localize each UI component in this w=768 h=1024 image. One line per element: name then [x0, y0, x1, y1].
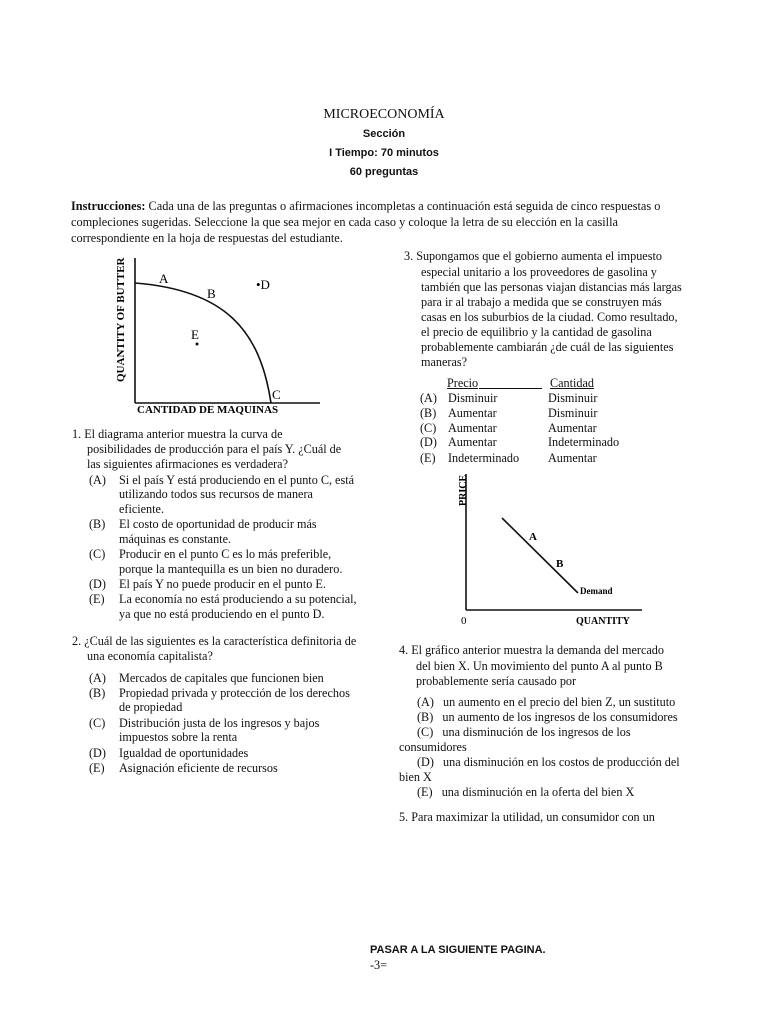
q2-option-d-letter: (D) [89, 746, 106, 760]
demand-x-label: QUANTITY [576, 616, 630, 627]
q4-option-c: (C) una disminución de los ingresos de los [417, 725, 631, 739]
q3-row-c-letter: (C) [420, 421, 437, 435]
ppf-graph [105, 250, 335, 422]
q3-row-d-qty: Indeterminado [548, 435, 620, 449]
q4-line: probablemente sería causado por [416, 674, 577, 688]
q3-line: para ir al trabajo a medida que se construyen más [421, 295, 662, 309]
q4-option-d: (D) una disminución en los costos de producción del [417, 755, 680, 769]
q3-row-e-qty: Aumentar [548, 451, 597, 465]
ppf-point-e: E [191, 327, 199, 342]
q1-option-b: máquinas es constante. [119, 532, 232, 546]
q1-option-a-letter: (A) [89, 473, 106, 487]
q3-line: también que las personas viajan distancias más largas [421, 280, 682, 294]
q3-row-e-price: Indeterminado [448, 451, 520, 465]
q2-option-c-letter: (C) [89, 716, 106, 730]
ppf-point-e-dot [196, 343, 199, 346]
question-5: 5. Para maximizar la utilidad, un consumidor con un [399, 810, 655, 824]
q2-option-b: Propiedad privada y protección de los derechos [119, 686, 350, 700]
q3-row-e-letter: (E) [420, 451, 436, 465]
q3-row-d-price: Aumentar [448, 435, 497, 449]
q1-option-a: Si el país Y está produciendo en el punto C, está [119, 473, 355, 487]
q1-option-d: El país Y no puede producir en el punto E. [119, 577, 326, 591]
instructions-label: Instrucciones: [71, 199, 146, 213]
q3-row-a-qty: Disminuir [548, 391, 598, 405]
q1-option-b-letter: (B) [89, 517, 106, 531]
q3-line: probablemente cambiarán ¿de cuál de las siguientes [421, 340, 674, 354]
demand-curve [502, 518, 578, 593]
q4-option-d-cont: bien X [399, 770, 432, 784]
ppf-x-label: CANTIDAD DE MAQUINAS [137, 404, 279, 416]
q2-line: 2. ¿Cuál de las siguientes es la característica definitoria de [72, 634, 357, 648]
question-count: 60 preguntas [349, 166, 419, 178]
page-title: MICROECONOMÍA [323, 107, 445, 122]
q2-option-b: de propiedad [119, 700, 183, 714]
time-label: I Tiempo: 70 minutos [329, 147, 439, 159]
q3-col-qty: Cantidad [550, 376, 595, 390]
q3-row-a-price: Disminuir [448, 391, 498, 405]
q2-line: una economía capitalista? [87, 649, 213, 663]
q1-option-e-letter: (E) [89, 592, 105, 606]
q3-line: el precio de equilibrio y la cantidad de gasolina [421, 325, 652, 339]
ppf-y-label: QUANTITY OF BUTTER [115, 257, 127, 382]
q3-row-b-qty: Disminuir [548, 406, 598, 420]
q3-row-d-letter: (D) [420, 435, 437, 449]
q3-header-rule [479, 388, 542, 389]
q1-option-d-letter: (D) [89, 577, 106, 591]
q2-option-e: Asignación eficiente de recursos [119, 761, 278, 775]
instructions-text: Cada una de las preguntas o afirmaciones incompletas a continuación está seguida de cinco respuestas o compleciones sugeridas. Seleccione la que sea mejor en cada caso y coloque la letra de su elección en la casilla correspondiente en la hoja de respuestas del estudiante. [71, 199, 661, 245]
demand-curve-label: Demand [580, 586, 613, 596]
q4-option-a: (A) un aumento en el precio del bien Z, un sustituto [417, 695, 676, 709]
q3-line: 3. Supongamos que el gobierno aumenta el impuesto [404, 249, 662, 263]
q3-row-b-price: Aumentar [448, 406, 497, 420]
q4-line: 4. El gráfico anterior muestra la demanda del mercado [399, 643, 664, 657]
q4-option-c-cont: consumidores [399, 740, 467, 754]
q2-option-d: Igualdad de oportunidades [119, 746, 249, 760]
q1-option-c-letter: (C) [89, 547, 106, 561]
q4-line: del bien X. Un movimiento del punto A al punto B [416, 659, 663, 673]
q3-row-c-qty: Aumentar [548, 421, 597, 435]
q2-option-a-letter: (A) [89, 671, 106, 685]
q2-option-a: Mercados de capitales que funcionen bien [119, 671, 324, 685]
section-label: Sección [362, 128, 406, 140]
q4-option-b: (B) un aumento de los ingresos de los consumidores [417, 710, 678, 724]
q3-row-b-letter: (B) [420, 406, 437, 420]
q1-option-e: ya que no está produciendo en el punto D. [119, 607, 325, 621]
q1-option-a: eficiente. [119, 502, 164, 516]
q3-row-a-letter: (A) [420, 391, 437, 405]
ppf-point-b: B [207, 286, 216, 301]
demand-y-label: PRICE [458, 474, 469, 506]
q3-line: maneras? [421, 355, 468, 369]
q1-line: las siguientes afirmaciones es verdadera? [87, 457, 289, 471]
demand-point-a: A [529, 531, 537, 543]
q2-option-e-letter: (E) [89, 761, 105, 775]
q3-col-price: Precio [447, 376, 479, 390]
q1-line: 1. El diagrama anterior muestra la curva de [72, 427, 283, 441]
q1-option-c: Producir en el punto C es lo más preferible, [119, 547, 332, 561]
next-page-notice: PASAR A LA SIGUIENTE PAGINA. [370, 944, 546, 956]
q3-line: casas en los suburbios de la ciudad. Como resultado, [421, 310, 678, 324]
instructions [71, 198, 691, 246]
ppf-point-c: C [272, 387, 281, 402]
q3-line: especial unitario a los proveedores de gasolina y [421, 265, 657, 279]
demand-point-b: B [556, 558, 564, 570]
ppf-point-d: •D [256, 277, 270, 292]
q2-option-c: Distribución justa de los ingresos y bajos [119, 716, 320, 730]
q1-option-a: utilizando todos sus recursos de manera [119, 487, 313, 501]
page-number: -3= [370, 958, 388, 972]
q2-option-b-letter: (B) [89, 686, 106, 700]
q1-option-e: La economía no está produciendo a su potencial, [119, 592, 357, 606]
q4-option-e: (E) una disminución en la oferta del bien X [417, 785, 635, 799]
q1-line: posibilidades de producción para el país Y. ¿Cuál de [87, 442, 342, 456]
q1-option-c: porque la mantequilla es un bien no duradero. [119, 562, 343, 576]
ppf-curve [135, 283, 271, 403]
demand-graph [452, 470, 652, 630]
q1-option-b: El costo de oportunidad de producir más [119, 517, 317, 531]
ppf-point-a: A [159, 271, 169, 286]
q2-option-c: impuestos sobre la renta [119, 730, 238, 744]
q3-row-c-price: Aumentar [448, 421, 497, 435]
demand-origin: 0 [461, 615, 467, 627]
